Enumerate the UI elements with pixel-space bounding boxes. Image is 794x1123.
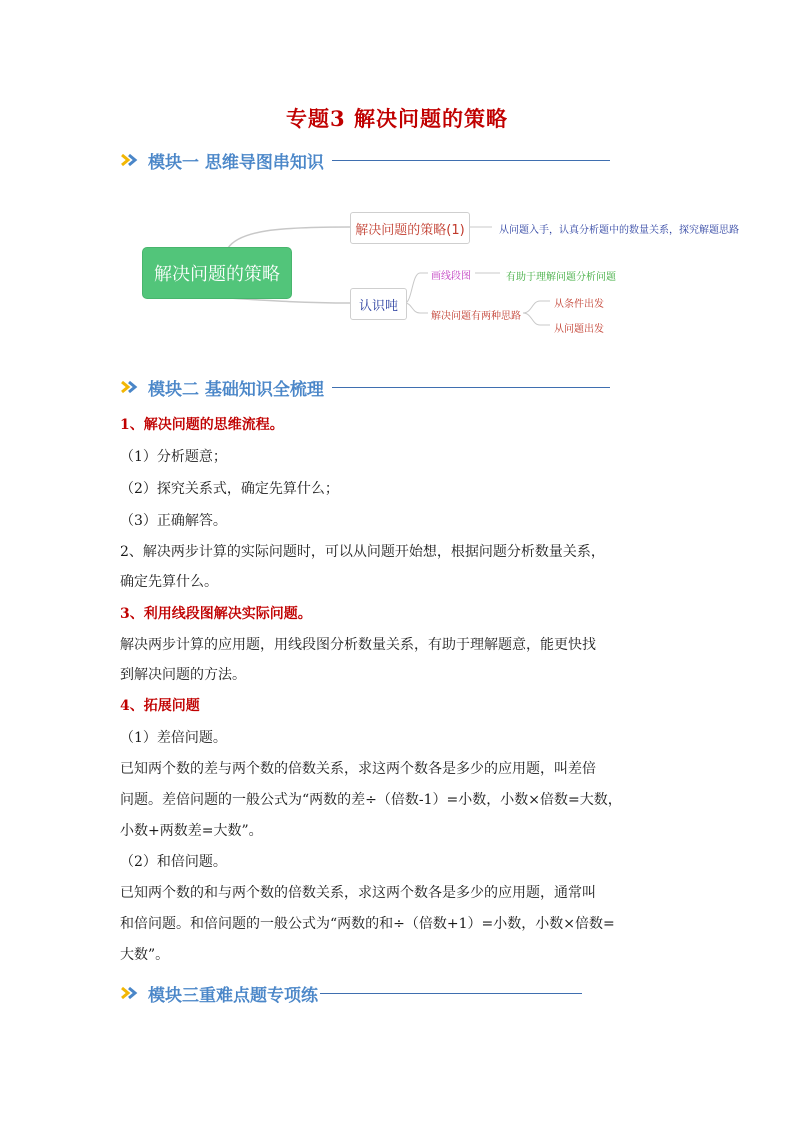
module-2-title: 模块二 基础知识全梳理 [148,379,324,400]
module-3-title: 模块三重难点题专项练 [148,985,318,1006]
list-item: （1）差倍问题。 [120,730,227,746]
paragraph-4a-line-1: 已知两个数的差与两个数的倍数关系，求这两个数各是多少的应用题，叫差倍 [120,761,596,777]
paragraph-2-line-2: 确定先算什么。 [120,574,218,590]
page-title: 专题3 解决问题的策略 [286,106,508,131]
paragraph-4b-line-2: 和倍问题。和倍问题的一般公式为“两数的和÷（倍数+1）=小数，小数×倍数= [120,916,615,932]
heading-1: 1、解决问题的思维流程。 [120,417,284,433]
list-item: （3）正确解答。 [120,513,227,529]
mind-map-branch-1-desc: 从问题入手，认真分析题中的数量关系，探究解题思路 [499,225,739,236]
mind-map-sub-2-a: 从条件出发 [554,299,604,310]
module-3-header [120,982,582,1004]
list-item: （2）探究关系式，确定先算什么； [120,481,339,497]
paragraph-2-line-1: 2、解决两步计算的实际问题时，可以从问题开始想，根据问题分析数量关系， [120,544,605,560]
mind-map-branch-2: 认识吨 [350,288,407,320]
mind-map-root: 解决问题的策略 [143,248,291,298]
heading-4: 4、拓展问题 [120,698,200,714]
paragraph-3-line-1: 解决两步计算的应用题，用线段图分析数量关系，有助于理解题意，能更快找 [120,637,596,653]
mind-map-sub-2: 解决问题有两种思路 [431,311,521,322]
module-2-header [120,376,610,398]
mind-map [0,0,794,360]
module-1-title: 模块一 思维导图串知识 [148,152,324,173]
double-chevron-icon [120,379,144,395]
paragraph-4b-line-1: 已知两个数的和与两个数的倍数关系，求这两个数各是多少的应用题，通常叫 [120,885,596,901]
mind-map-sub-1-desc: 有助于理解问题分析问题 [506,272,616,283]
list-item: （1）分析题意； [120,449,227,465]
mind-map-sub-2-b: 从问题出发 [554,324,604,335]
list-item: （2）和倍问题。 [120,854,227,870]
module-3-rule [320,993,582,994]
mind-map-branch-1: 解决问题的策略(1) [350,212,470,244]
double-chevron-icon [120,985,144,1001]
module-2-rule [332,387,610,388]
paragraph-4b-line-3: 大数”。 [120,947,170,963]
paragraph-4a-line-3: 小数+两数差=大数”。 [120,823,263,839]
heading-3: 3、利用线段图解决实际问题。 [120,606,312,622]
paragraph-3-line-2: 到解决问题的方法。 [120,667,246,683]
paragraph-4a-line-2: 问题。差倍问题的一般公式为“两数的差÷（倍数-1）=小数，小数×倍数=大数， [120,792,622,808]
mind-map-sub-1: 画线段图 [431,271,471,282]
